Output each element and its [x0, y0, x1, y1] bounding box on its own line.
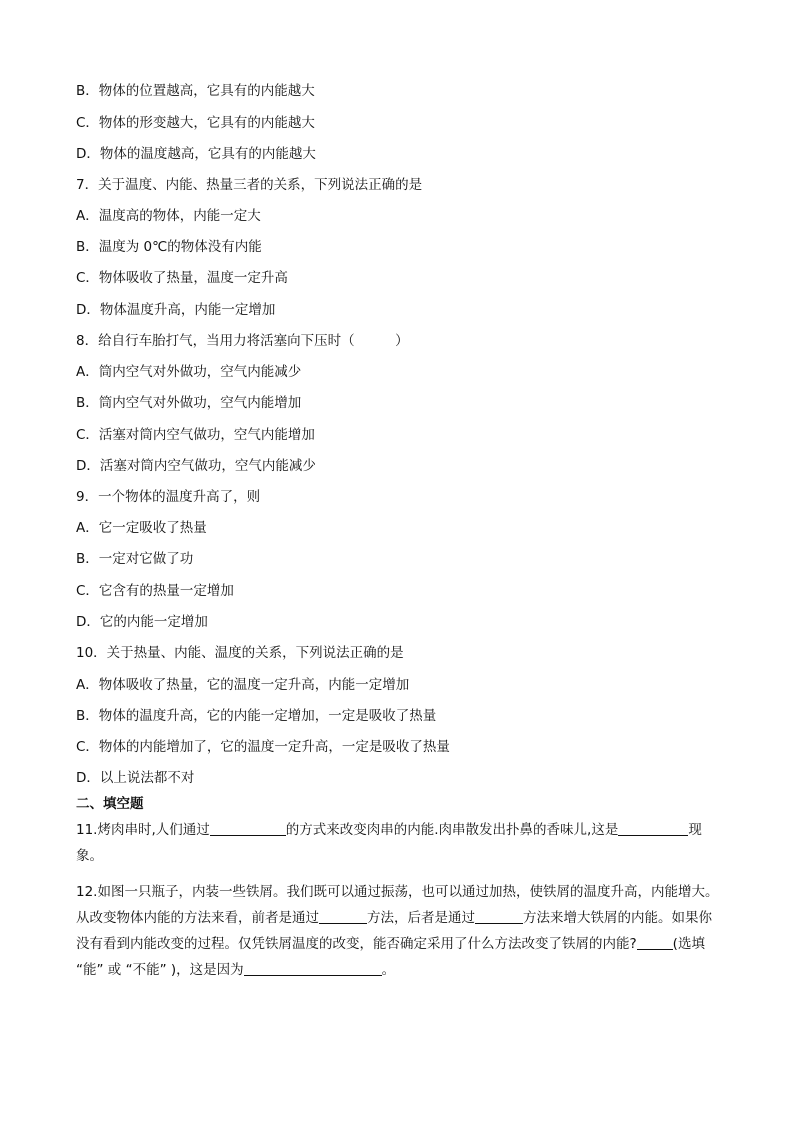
option-line: D．它的内能一定增加: [76, 614, 208, 630]
option-line: A．筒内空气对外做功，空气内能减少: [76, 364, 302, 380]
option-line: D．以上说法都不对: [76, 770, 195, 786]
answer-blank[interactable]: [618, 821, 688, 836]
answer-blank[interactable]: [319, 909, 367, 924]
option-line: A．物体吸收了热量，它的温度一定升高，内能一定增加: [76, 677, 410, 693]
option-line: D．物体的温度越高，它具有的内能越大: [76, 146, 316, 162]
q11-text-2: 的方式来改变肉串的内能.肉串散发出扑鼻的香味儿,这是: [285, 822, 619, 838]
q12-text-1: 12.如图一只瓶子，内装一些铁屑。我们既可以通过振荡，也可以通过加热，使铁屑的温度升高，内能增大。从改变物体内能的方法来看，前者是通过: [76, 884, 719, 926]
q12-text-5: 。: [381, 962, 396, 978]
question-10: 10．关于热量、内能、温度的关系，下列说法正确的是: [76, 645, 404, 661]
answer-blank[interactable]: [637, 935, 673, 950]
q11-text-1: 11.烤肉串时,人们通过: [76, 822, 210, 838]
question-11: [76, 817, 721, 869]
option-line: C．物体的内能增加了，它的温度一定升高，一定是吸收了热量: [76, 739, 450, 755]
q12-text-4: (选填 “能” 或 “不能” )，这是因为: [76, 936, 705, 978]
option-line: A．温度高的物体，内能一定大: [76, 208, 261, 224]
question-9: 9．一个物体的温度升高了，则: [76, 489, 261, 505]
option-line: C．它含有的热量一定增加: [76, 583, 234, 599]
option-line: A．它一定吸收了热量: [76, 520, 207, 536]
option-line: B．物体的位置越高，它具有的内能越大: [76, 83, 315, 99]
answer-blank[interactable]: [244, 961, 382, 976]
q12-text-3: 方法来增大铁屑的内能。如果你没有看到内能改变的过程。仅凭铁屑温度的改变，能否确定采用了什么方法改变了铁屑的内能?: [76, 910, 712, 952]
section-title: 二、填空题: [76, 796, 144, 812]
option-line: B．物体的温度升高，它的内能一定增加，一定是吸收了热量: [76, 708, 437, 724]
question-8: 8．给自行车胎打气，当用力将活塞向下压时（ ）: [76, 333, 409, 349]
option-line: B．温度为 0℃的物体没有内能: [76, 239, 262, 255]
option-line: D．活塞对筒内空气做功，空气内能减少: [76, 458, 316, 474]
answer-blank[interactable]: [210, 821, 286, 836]
question-12: [76, 879, 721, 983]
option-line: B．一定对它做了功: [76, 551, 194, 567]
answer-blank[interactable]: [475, 909, 523, 924]
option-line: D．物体温度升高，内能一定增加: [76, 302, 276, 318]
q12-text-2: 方法，后者是通过: [367, 910, 475, 926]
option-line: C．物体的形变越大，它具有的内能越大: [76, 115, 315, 131]
option-line: C．活塞对筒内空气做功，空气内能增加: [76, 427, 315, 443]
option-line: B．筒内空气对外做功，空气内能增加: [76, 395, 302, 411]
option-line: C．物体吸收了热量，温度一定升高: [76, 270, 288, 286]
q11-text-3: 现象。: [76, 822, 702, 864]
question-7: 7．关于温度、内能、热量三者的关系，下列说法正确的是: [76, 177, 423, 193]
